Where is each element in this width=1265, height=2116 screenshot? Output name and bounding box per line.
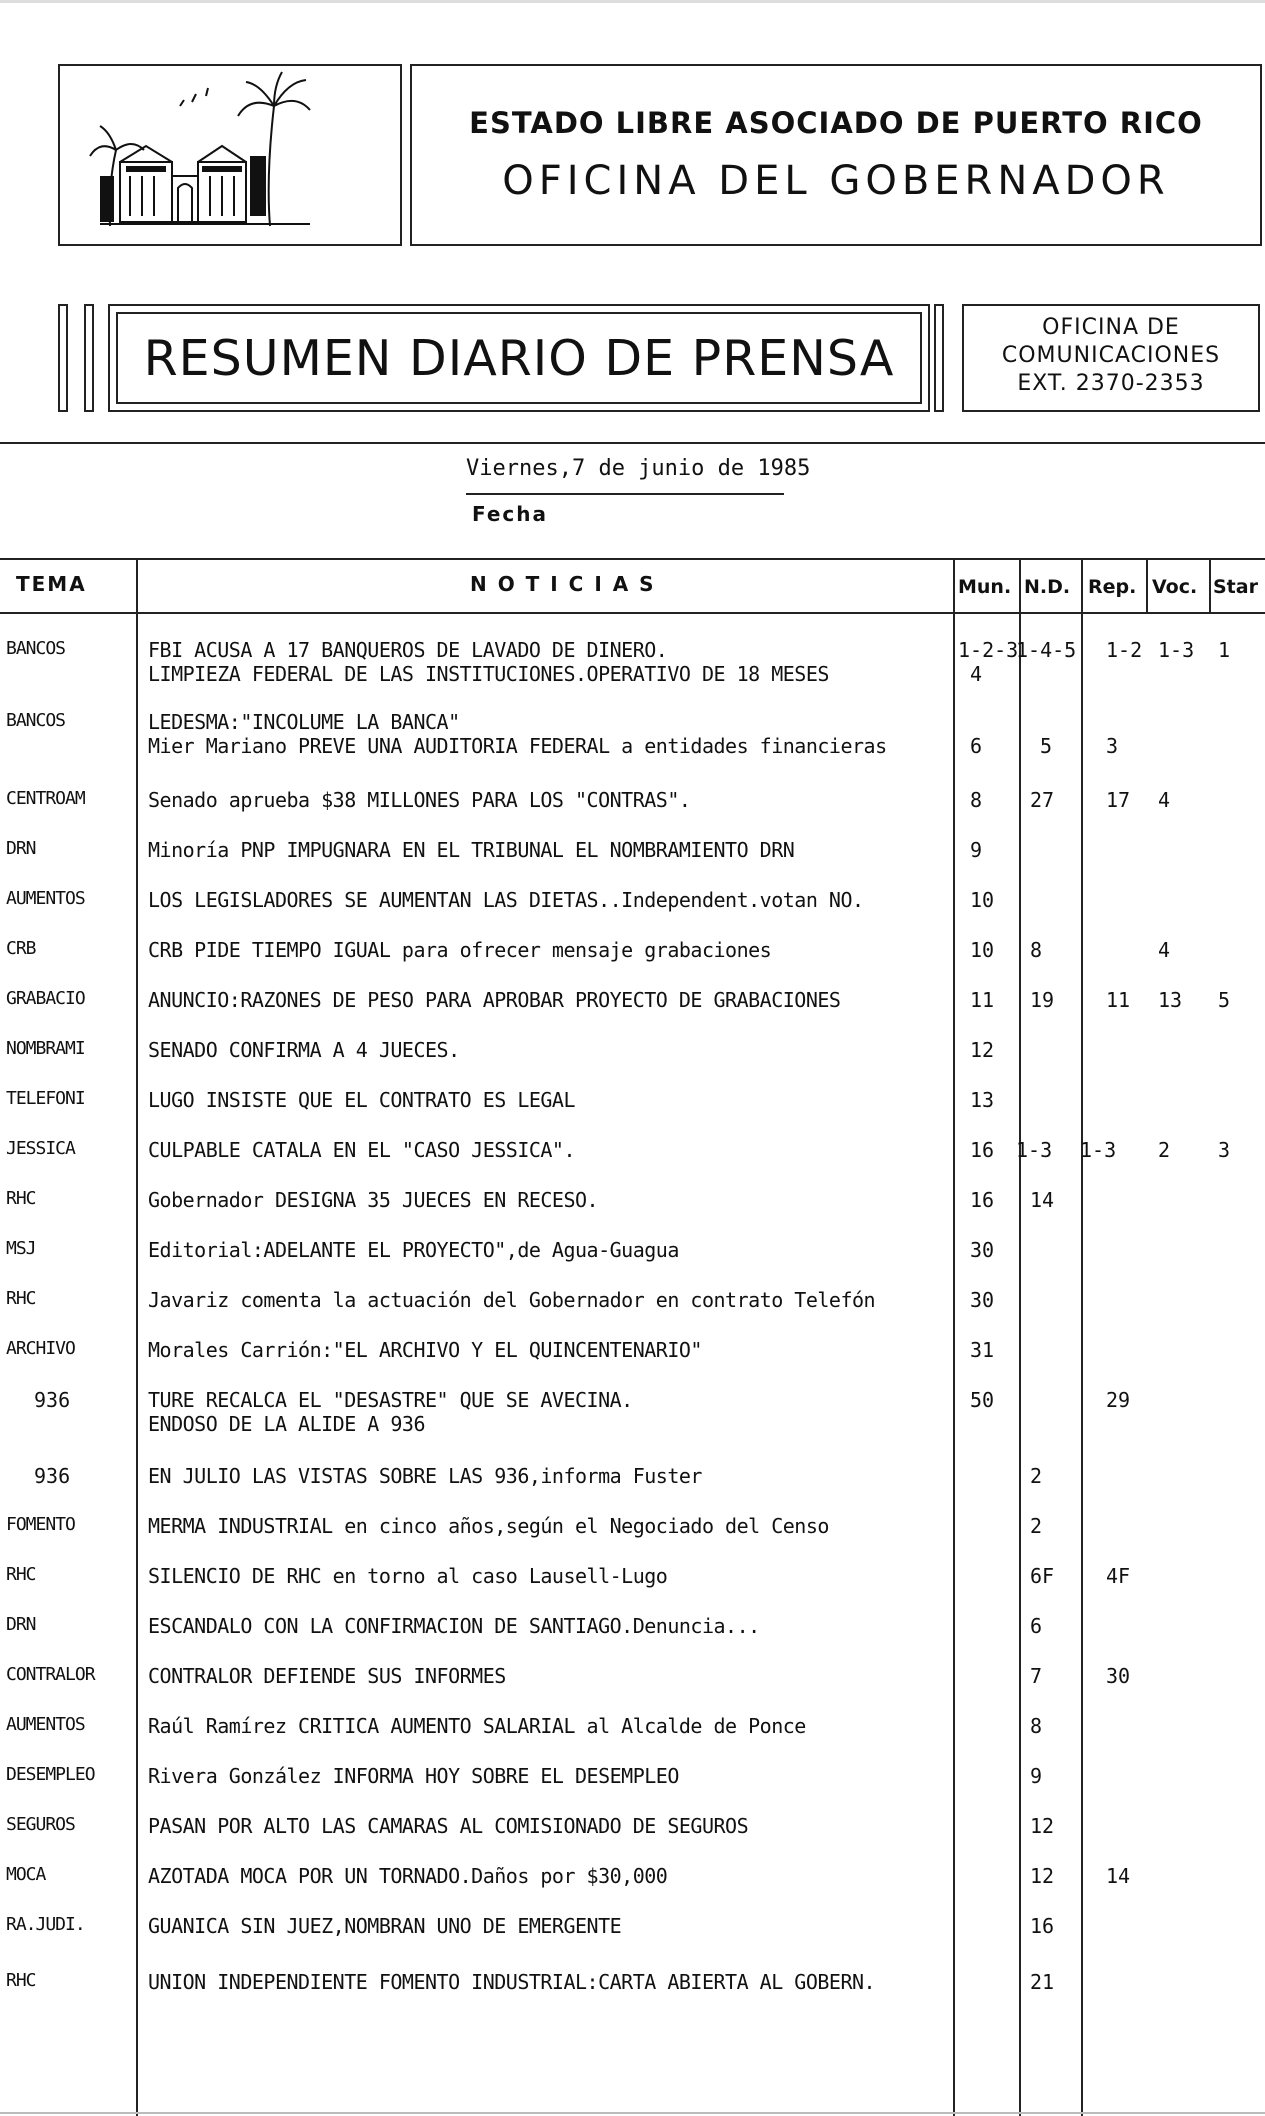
row-noticia-line2: ENDOSO DE LA ALIDE A 936 <box>148 1412 425 1436</box>
decor-bar <box>58 304 68 412</box>
row-tema: RA.JUDI. <box>6 1914 85 1935</box>
row-mun: 1-2-3 <box>958 638 1019 662</box>
row-tema: MOCA <box>6 1864 46 1885</box>
row-nd: 6F <box>1030 1564 1055 1588</box>
row-noticia: PASAN POR ALTO LAS CAMARAS AL COMISIONADO DE SEGUROS <box>148 1814 749 1838</box>
table-row <box>0 1560 1265 1610</box>
table-row <box>0 1510 1265 1560</box>
row-noticia: FBI ACUSA A 17 BANQUEROS DE LAVADO DE DINERO. <box>148 638 668 662</box>
row-noticia: TURE RECALCA EL "DESASTRE" QUE SE AVECINA. <box>148 1388 633 1412</box>
header-noticias: N O T I C I A S <box>470 572 656 596</box>
row-tema: CONTRALOR <box>6 1664 95 1685</box>
table-row <box>0 1810 1265 1860</box>
header-mun: Mun. <box>958 576 1012 598</box>
com-line-3: EXT. 2370-2353 <box>1017 371 1205 396</box>
col-divider-voc <box>1209 558 1211 612</box>
row-tema: GRABACIO <box>6 988 85 1009</box>
row-tema: RHC <box>6 1564 36 1585</box>
table-row <box>0 984 1265 1034</box>
row-mun: 10 <box>970 888 995 912</box>
table-row <box>0 934 1265 984</box>
row-noticia: Javariz comenta la actuación del Gobernador en contrato Telefón <box>148 1288 876 1312</box>
row-mun: 11 <box>970 988 995 1012</box>
row-tema: BANCOS <box>6 710 66 731</box>
header-rep: Rep. <box>1088 576 1137 598</box>
row-tema: 936 <box>34 1388 71 1412</box>
row-tema: TELEFONI <box>6 1088 85 1109</box>
row-rep: 1-3 <box>1080 1138 1117 1162</box>
table-header-line <box>0 612 1265 614</box>
header-star: Star <box>1213 576 1258 598</box>
resumen-frame <box>108 304 930 412</box>
row-noticia: SILENCIO DE RHC en torno al caso Lausell-Lugo <box>148 1564 668 1588</box>
com-line-2: COMUNICACIONES <box>1001 343 1221 368</box>
resumen-title: RESUMEN DIARIO DE PRENSA <box>143 330 895 387</box>
table-row <box>0 1234 1265 1284</box>
row-rep: 14 <box>1106 1864 1131 1888</box>
table-row <box>0 834 1265 884</box>
fecha-value: Viernes,7 de junio de 1985 <box>466 456 811 481</box>
row-nd: 1-3 <box>1016 1138 1053 1162</box>
row-tema: CRB <box>6 938 36 959</box>
row-voc: 4 <box>1158 788 1171 812</box>
row-voc: 4 <box>1158 938 1171 962</box>
table-row <box>0 784 1265 834</box>
row-noticia: CULPABLE CATALA EN EL "CASO JESSICA". <box>148 1138 576 1162</box>
row-tema: CENTROAM <box>6 788 85 809</box>
row-noticia: Minoría PNP IMPUGNARA EN EL TRIBUNAL EL NOMBRAMIENTO DRN <box>148 838 795 862</box>
table-row <box>0 706 1265 756</box>
row-nd: 21 <box>1030 1970 1055 1994</box>
row-noticia: Morales Carrión:"EL ARCHIVO Y EL QUINCENTENARIO" <box>148 1338 702 1362</box>
row-nd-line2: 5 <box>1040 734 1053 758</box>
row-rep: 11 <box>1106 988 1131 1012</box>
table-row <box>0 1134 1265 1184</box>
row-tema: RHC <box>6 1188 36 1209</box>
table-row <box>0 884 1265 934</box>
decor-bar <box>84 304 94 412</box>
col-divider-rep <box>1146 558 1148 612</box>
row-tema: RHC <box>6 1288 36 1309</box>
row-nd: 8 <box>1030 938 1043 962</box>
row-tema: AUMENTOS <box>6 888 85 909</box>
header-nd: N.D. <box>1024 576 1071 598</box>
row-noticia: UNION INDEPENDIENTE FOMENTO INDUSTRIAL:CARTA ABIERTA AL GOBERN. <box>148 1970 876 1994</box>
governor-house-logo <box>60 66 400 244</box>
fecha-underline <box>466 493 784 495</box>
row-noticia: Gobernador DESIGNA 35 JUECES EN RECESO. <box>148 1188 599 1212</box>
row-tema: ARCHIVO <box>6 1338 75 1359</box>
row-nd: 1-4-5 <box>1016 638 1077 662</box>
row-mun: 16 <box>970 1138 995 1162</box>
row-nd: 12 <box>1030 1814 1055 1838</box>
row-noticia-line2: LIMPIEZA FEDERAL DE LAS INSTITUCIONES.OPERATIVO DE 18 MESES <box>148 662 829 686</box>
table-row <box>0 1334 1265 1384</box>
row-noticia: GUANICA SIN JUEZ,NOMBRAN UNO DE EMERGENTE <box>148 1914 622 1938</box>
row-star: 5 <box>1218 988 1231 1012</box>
row-mun: 8 <box>970 788 983 812</box>
estado-title: ESTADO LIBRE ASOCIADO DE PUERTO RICO <box>469 106 1203 140</box>
row-noticia: LOS LEGISLADORES SE AUMENTAN LAS DIETAS..Independent.votan NO. <box>148 888 864 912</box>
table-row <box>0 1460 1265 1510</box>
row-tema: DRN <box>6 1614 36 1635</box>
row-nd: 12 <box>1030 1864 1055 1888</box>
row-nd: 27 <box>1030 788 1055 812</box>
row-mun: 10 <box>970 938 995 962</box>
row-voc: 1-3 <box>1158 638 1195 662</box>
row-noticia: Senado aprueba $38 MILLONES PARA LOS "CONTRAS". <box>148 788 691 812</box>
table-row <box>0 1034 1265 1084</box>
row-rep: 30 <box>1106 1664 1131 1688</box>
row-noticia: EN JULIO LAS VISTAS SOBRE LAS 936,informa Fuster <box>148 1464 702 1488</box>
row-tema: MSJ <box>6 1238 36 1259</box>
row-nd: 8 <box>1030 1714 1043 1738</box>
row-nd: 16 <box>1030 1914 1055 1938</box>
table-row <box>0 1084 1265 1134</box>
table-row <box>0 1966 1265 2016</box>
row-noticia: MERMA INDUSTRIAL en cinco años,según el Negociado del Censo <box>148 1514 829 1538</box>
decor-bar <box>934 304 944 412</box>
row-tema: NOMBRAMI <box>6 1038 85 1059</box>
row-rep: 29 <box>1106 1388 1131 1412</box>
table-row <box>0 1860 1265 1910</box>
row-tema: RHC <box>6 1970 36 1991</box>
row-noticia: CONTRALOR DEFIENDE SUS INFORMES <box>148 1664 506 1688</box>
row-nd: 2 <box>1030 1464 1043 1488</box>
logo-frame <box>58 64 402 246</box>
table-row <box>0 1384 1265 1434</box>
top-edge <box>0 0 1265 3</box>
row-nd: 14 <box>1030 1188 1055 1212</box>
table-top-line <box>0 558 1265 560</box>
row-mun-line2: 4 <box>970 662 983 686</box>
table-row <box>0 1184 1265 1234</box>
row-noticia: Raúl Ramírez CRITICA AUMENTO SALARIAL al Alcalde de Ponce <box>148 1714 806 1738</box>
com-line-1: OFICINA DE <box>1042 315 1180 340</box>
divider <box>0 442 1265 444</box>
row-nd: 7 <box>1030 1664 1043 1688</box>
row-star: 1 <box>1218 638 1231 662</box>
table-row <box>0 634 1265 684</box>
row-noticia: AZOTADA MOCA POR UN TORNADO.Daños por $30,000 <box>148 1864 668 1888</box>
table-row <box>0 1710 1265 1760</box>
row-mun-line2: 6 <box>970 734 983 758</box>
row-nd: 2 <box>1030 1514 1043 1538</box>
row-noticia: SENADO CONFIRMA A 4 JUECES. <box>148 1038 460 1062</box>
row-rep-line2: 3 <box>1106 734 1119 758</box>
header-tema: TEMA <box>16 572 87 596</box>
row-noticia: ESCANDALO CON LA CONFIRMACION DE SANTIAGO.Denuncia... <box>148 1614 760 1638</box>
row-nd: 9 <box>1030 1764 1043 1788</box>
row-nd: 6 <box>1030 1614 1043 1638</box>
row-voc: 2 <box>1158 1138 1171 1162</box>
row-mun: 30 <box>970 1288 995 1312</box>
row-mun: 30 <box>970 1238 995 1262</box>
row-mun: 16 <box>970 1188 995 1212</box>
row-tema: DESEMPLEO <box>6 1764 95 1785</box>
header-voc: Voc. <box>1152 576 1198 598</box>
row-noticia-line2: Mier Mariano PREVE UNA AUDITORIA FEDERAL a entidades financieras <box>148 734 887 758</box>
title-frame <box>410 64 1262 246</box>
row-noticia: ANUNCIO:RAZONES DE PESO PARA APROBAR PROYECTO DE GRABACIONES <box>148 988 841 1012</box>
row-mun: 13 <box>970 1088 995 1112</box>
table-row <box>0 1284 1265 1334</box>
row-noticia: Editorial:ADELANTE EL PROYECTO",de Agua-Guagua <box>148 1238 679 1262</box>
row-tema: JESSICA <box>6 1138 75 1159</box>
row-rep: 1-2 <box>1106 638 1143 662</box>
row-mun: 31 <box>970 1338 995 1362</box>
row-tema: 936 <box>34 1464 71 1488</box>
row-nd: 19 <box>1030 988 1055 1012</box>
row-mun: 50 <box>970 1388 995 1412</box>
row-tema: DRN <box>6 838 36 859</box>
row-noticia: CRB PIDE TIEMPO IGUAL para ofrecer mensaje grabaciones <box>148 938 772 962</box>
row-rep: 17 <box>1106 788 1131 812</box>
row-tema: SEGUROS <box>6 1814 75 1835</box>
row-noticia: Rivera González INFORMA HOY SOBRE EL DESEMPLEO <box>148 1764 679 1788</box>
oficina-title: OFICINA DEL GOBERNADOR <box>502 158 1170 204</box>
row-rep: 4F <box>1106 1564 1131 1588</box>
comunicaciones-box <box>962 304 1260 412</box>
row-tema: FOMENTO <box>6 1514 75 1535</box>
row-star: 3 <box>1218 1138 1231 1162</box>
table-row <box>0 1760 1265 1810</box>
table-row <box>0 1610 1265 1660</box>
page-bottom-edge <box>0 2112 1265 2114</box>
row-mun: 12 <box>970 1038 995 1062</box>
table-row <box>0 1660 1265 1710</box>
row-tema: AUMENTOS <box>6 1714 85 1735</box>
row-noticia: LUGO INSISTE QUE EL CONTRATO ES LEGAL <box>148 1088 576 1112</box>
row-noticia: LEDESMA:"INCOLUME LA BANCA" <box>148 710 460 734</box>
row-tema: BANCOS <box>6 638 66 659</box>
table-row <box>0 1910 1265 1960</box>
fecha-label: Fecha <box>472 502 549 526</box>
row-mun: 9 <box>970 838 983 862</box>
row-voc: 13 <box>1158 988 1183 1012</box>
